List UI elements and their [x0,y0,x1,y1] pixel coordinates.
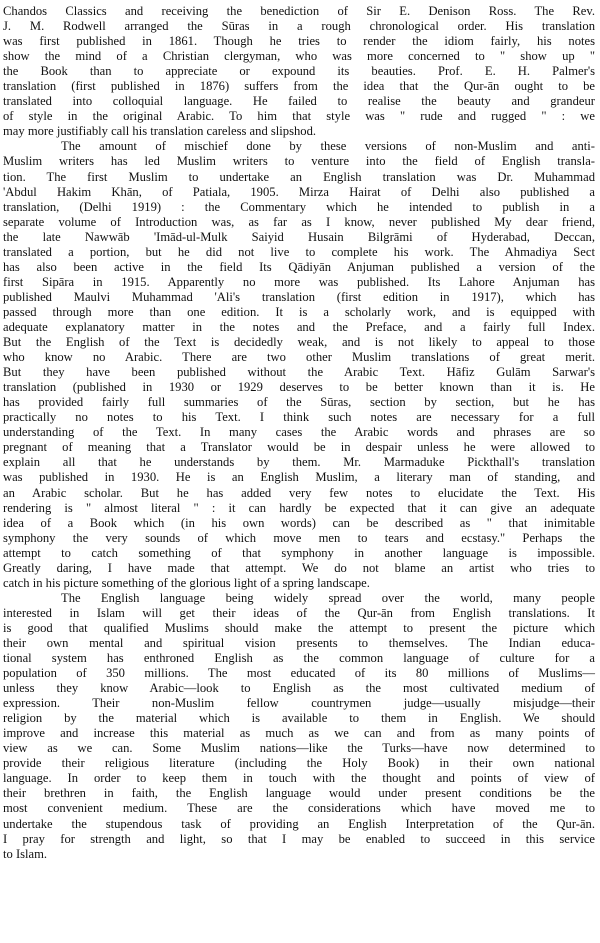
paragraph-3 [3,591,595,862]
text-line: The English language being widely spread over the world, many people [61,590,595,605]
text-line: view as we can. Some Muslim nations—like the Turks—have now determined to [3,741,595,756]
text-line: interested in Islam will get their ideas of the Qur-ān from English translations. It [3,605,595,620]
text-line: show the mind of a Christian clergyman, who was more concerned to " show up " [3,49,595,64]
text-line: language. In order to keep them in touch with the thought and points of view of [3,771,595,786]
text-line: understanding of the Text. In many cases the Arabic words and phrases are so [3,425,595,440]
text-line: undertake the stupendous task of providing an English Interpretation of the Qur-ān. [3,816,595,831]
text-line: explain all that he understands by them. Mr. Marmaduke Pickthall's translation [3,455,595,470]
text-line: has provided fairly full summaries of the Sūras, section by section, but he has [3,395,595,410]
text-line: separate volume of Introduction was, as far as I know, never published My dear friend, [3,214,595,229]
text-line: catch in his picture something of the glorious light of a spring landscape. [3,575,370,590]
text-line: improve and increase this material as much as we can and from as many points of [3,726,595,741]
text-line: was first published in 1861. Though he tries to render the idiom fairly, his notes [3,34,595,49]
text-line: provide their religious literature (including the Holy Book) in their own national [3,756,595,771]
text-line: is good that qualified Muslims should make the attempt to present the picture which [3,620,595,635]
text-line: an Arabic scholar. But he has added very few notes to elucidate the Text. His [3,485,595,500]
text-line: the Book than to appreciate or expound its beauties. Prof. E. H. Palmer's [3,64,595,79]
text-line: translated into colloquial language. He failed to realise the beauty and grandeur [3,94,595,109]
text-line: translation, (Delhi 1919) : the Commentary which he intended to publish in a [3,199,595,214]
text-line: tion. The first Muslim to undertake an English translation was Dr. Muhammad [3,169,595,184]
paragraph-1 [3,4,595,139]
text-line: J. M. Rodwell arranged the Sūras in a rough chronological order. His translation [3,19,595,34]
text-line: translation (first published in 1876) suffers from the idea that the Qur-ān ought to be [3,79,595,94]
text-line: was published in 1930. He is an English Muslim, a literary man of standing, and [3,470,595,485]
text-line: expression. Their non-Muslim fellow countrymen judge—usually misjudge—their [3,696,595,711]
text-line: of style in the original Arabic. To him that style was " rude and rugged " : we [3,109,595,124]
text-line: pregnant of meaning that a Translator would be in despair unless he were allowed to [3,440,595,455]
text-line: most convenient medium. These are the considerations which have moved me to [3,801,595,816]
text-line: may more justifiably call his translation careless and slipshod. [3,124,317,139]
text-line: Greatly daring, I have made that attempt. We do not blame an artist who tries to [3,560,595,575]
text-line: passed through more than one edition. It is a scholarly work, and is equipped with [3,304,595,319]
text-line: has also been active in the field Its Qādiyān Anjuman published a version of the [3,259,595,274]
text-line: rendering is " almost literal " : it can hardly be expected that it can give an adequate [3,500,595,515]
text-line: first Sipāra in 1915. Apparently no more was published. Its Lahore Anjuman has [3,274,595,289]
text-line: tional system has enthroned English as the common language of culture for a [3,651,595,666]
text-line: published Maulvi Muhammad 'Ali's translation (first edition in 1917), which has [3,289,595,304]
text-line: their own mental and spiritual vision presents to themselves. The Indian educa- [3,635,595,650]
text-line: the late Nawwāb 'Imād-ul-Mulk Saiyid Husain Bilgrāmi of Hyderabad, Deccan, [3,229,595,244]
text-line: practically no notes to his Text. I think such notes are necessary for a full [3,410,595,425]
text-line: adequate explanatory matter in the notes and the Preface, and a fairly full Index. [3,319,595,334]
text-line: population of 350 millions. The most educated of its 80 millions of Muslims— [3,666,595,681]
text-line: their brethren in faith, the English language would under present conditions be the [3,786,595,801]
text-line: to Islam. [3,846,48,861]
text-line: unless they know Arabic—look to English as the most cultivated medium of [3,681,595,696]
text-line: translated a portion, but he did not live to complete his work. The Ahmadiya Sect [3,244,595,259]
text-line: I pray for strength and light, so that I may be enabled to succeed in this service [3,831,595,846]
text-line: religion by the material which is available to them in English. We should [3,711,595,726]
text-line: But the English of the Text is decidedly weak, and is not likely to appeal to those [3,335,595,350]
text-line: The amount of mischief done by these versions of non-Muslim and anti- [61,139,595,154]
paragraph-2 [3,139,595,590]
text-line: But they have been published without the Arabic Text. Hāfiz Gulām Sarwar's [3,365,595,380]
text-line: symphony the very sounds of which move men to tears and ecstasy." Perhaps the [3,530,595,545]
text-line: 'Abdul Hakim Khān, of Patiala, 1905. Mirza Hairat of Delhi also published a [3,184,595,199]
text-line: Muslim writers has led Muslim writers to venture into the field of English transla- [3,154,595,169]
text-line: Chandos Classics and receiving the benediction of Sir E. Denison Ross. The Rev. [3,4,595,18]
text-line: idea of a Book which (in his own words) can be described as " that inimitable [3,515,595,530]
text-line: who know no Arabic. There are two other Muslim translations of great merit. [3,350,595,365]
text-line: attempt to catch something of that symphony in another language is impossible. [3,545,595,560]
text-line: translation (published in 1930 or 1929 deserves to be better known than it is. He [3,380,595,395]
